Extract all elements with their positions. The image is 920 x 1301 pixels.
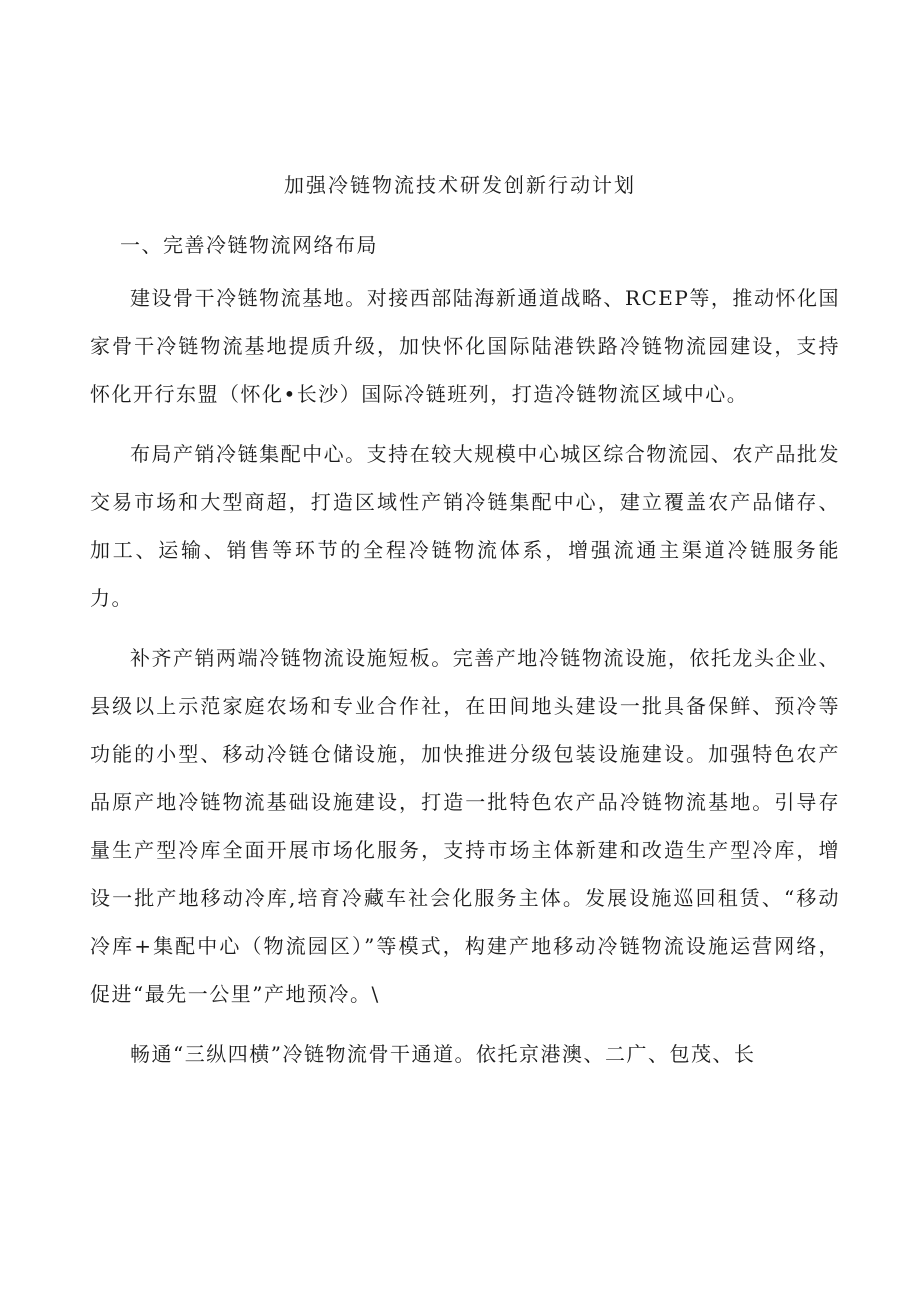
paragraph-backbone-base: 建设骨干冷链物流基地。对接西部陆海新通道战略、RCEP等，推动怀化国家骨干冷链物流基地提质升级，加快怀化国际陆港铁路冷链物流园建设，支持怀化开行东盟（怀化•长沙）国际冷链班列，打造冷链物流区域中心。	[90, 286, 840, 406]
paragraph-distribution-center: 布局产销冷链集配中心。支持在较大规模中心城区综合物流园、农产品批发交易市场和大型商超，打造区域性产销冷链集配中心，建立覆盖农产品储存、加工、运输、销售等环节的全程冷链物流体系，增强流通主渠道冷链服务能力。	[90, 442, 840, 610]
document-title: 加强冷链物流技术研发创新行动计划	[284, 173, 636, 197]
paragraph-facility-shortfall: 补齐产销两端冷链物流设施短板。完善产地冷链物流设施，依托龙头企业、县级以上示范家庭农场和专业合作社，在田间地头建设一批具备保鲜、预冷等功能的小型、移动冷链仓储设施，加快推进分级包装设施建设。加强特色农产品原产地冷链物流基础设施建设，打造一批特色农产品冷链物流基地。引导存量生产型冷库全面开展市场化服务，支持市场主体新建和改造生产型冷库，增设一批产地移动冷库,培育冷藏车社会化服务主体。发展设施巡回租赁、“移动冷库+集配中心（物流园区）”等模式，构建产地移动冷链物流设施运营网络，促进“最先一公里”产地预冷。\	[90, 646, 840, 1006]
paragraph-backbone-channel: 畅通“三纵四横”冷链物流骨干通道。依托京港澳、二广、包茂、长	[130, 1042, 756, 1066]
document-body	[90, 230, 840, 1090]
section-heading: 一、完善冷链物流网络布局	[120, 233, 378, 257]
